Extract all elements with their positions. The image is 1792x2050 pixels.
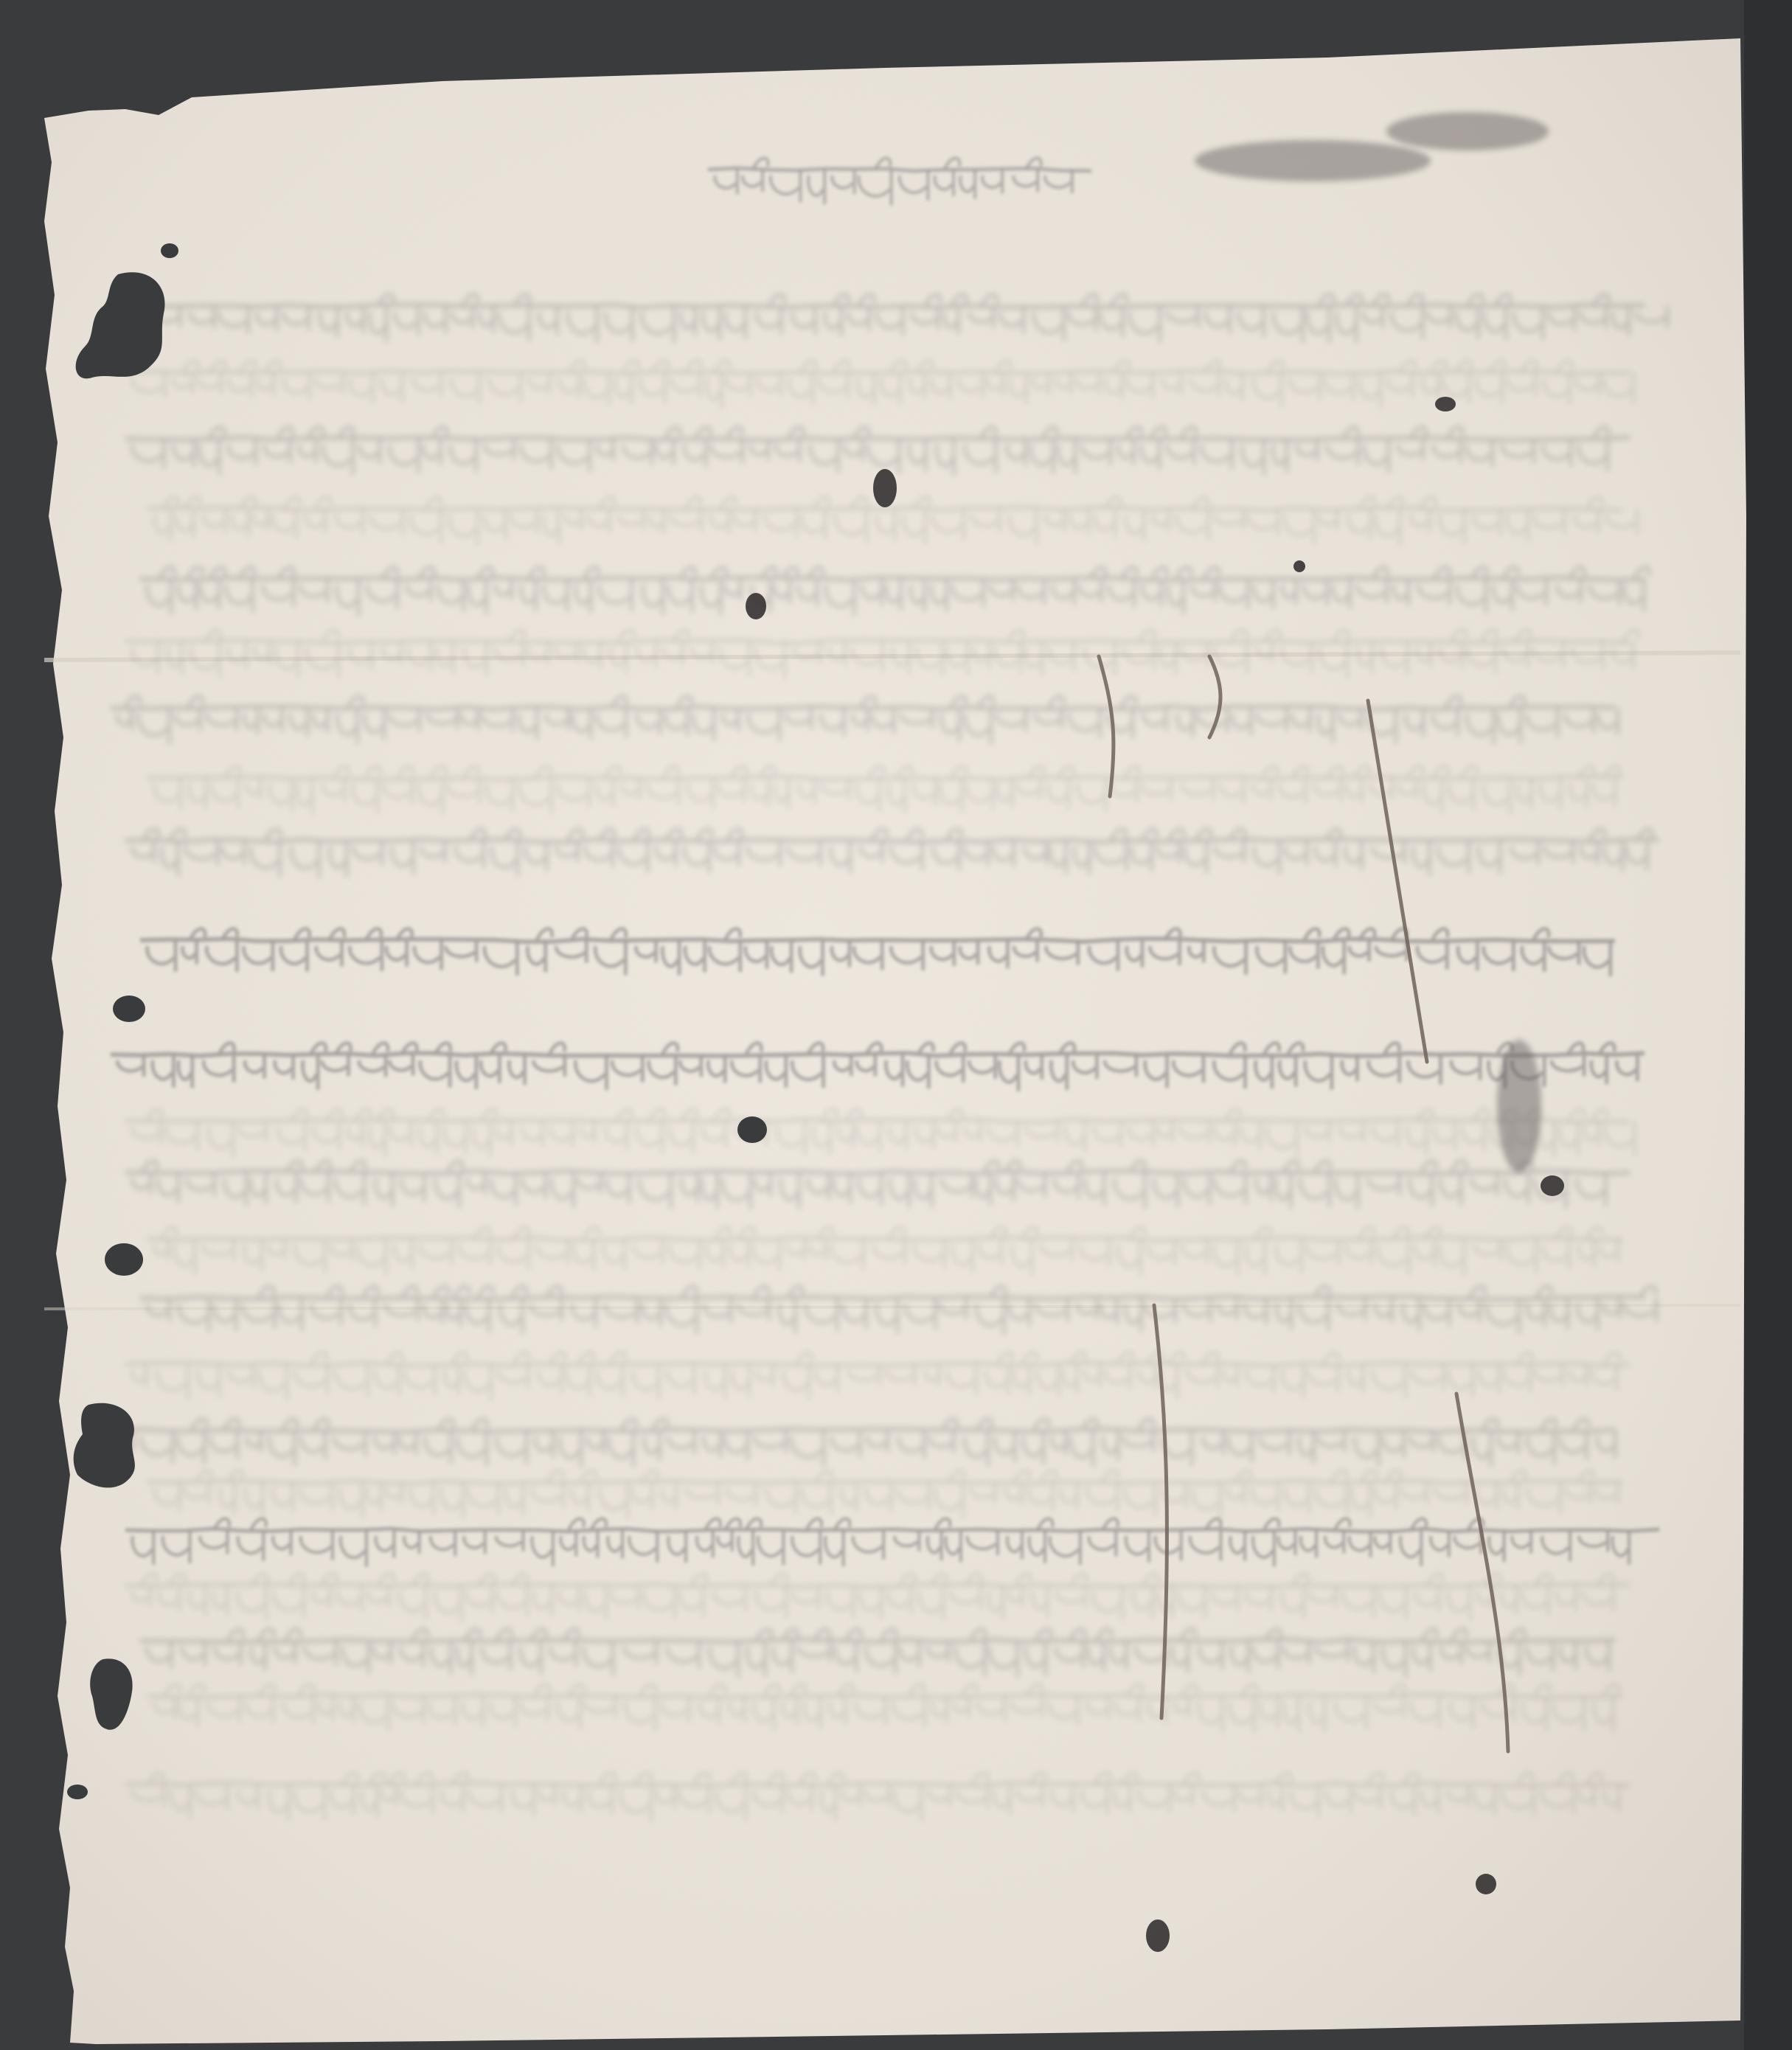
bleed-headline xyxy=(111,1053,1645,1056)
backdrop-edge-shadow xyxy=(1744,0,1792,2050)
bleed-headline xyxy=(125,1529,1659,1532)
